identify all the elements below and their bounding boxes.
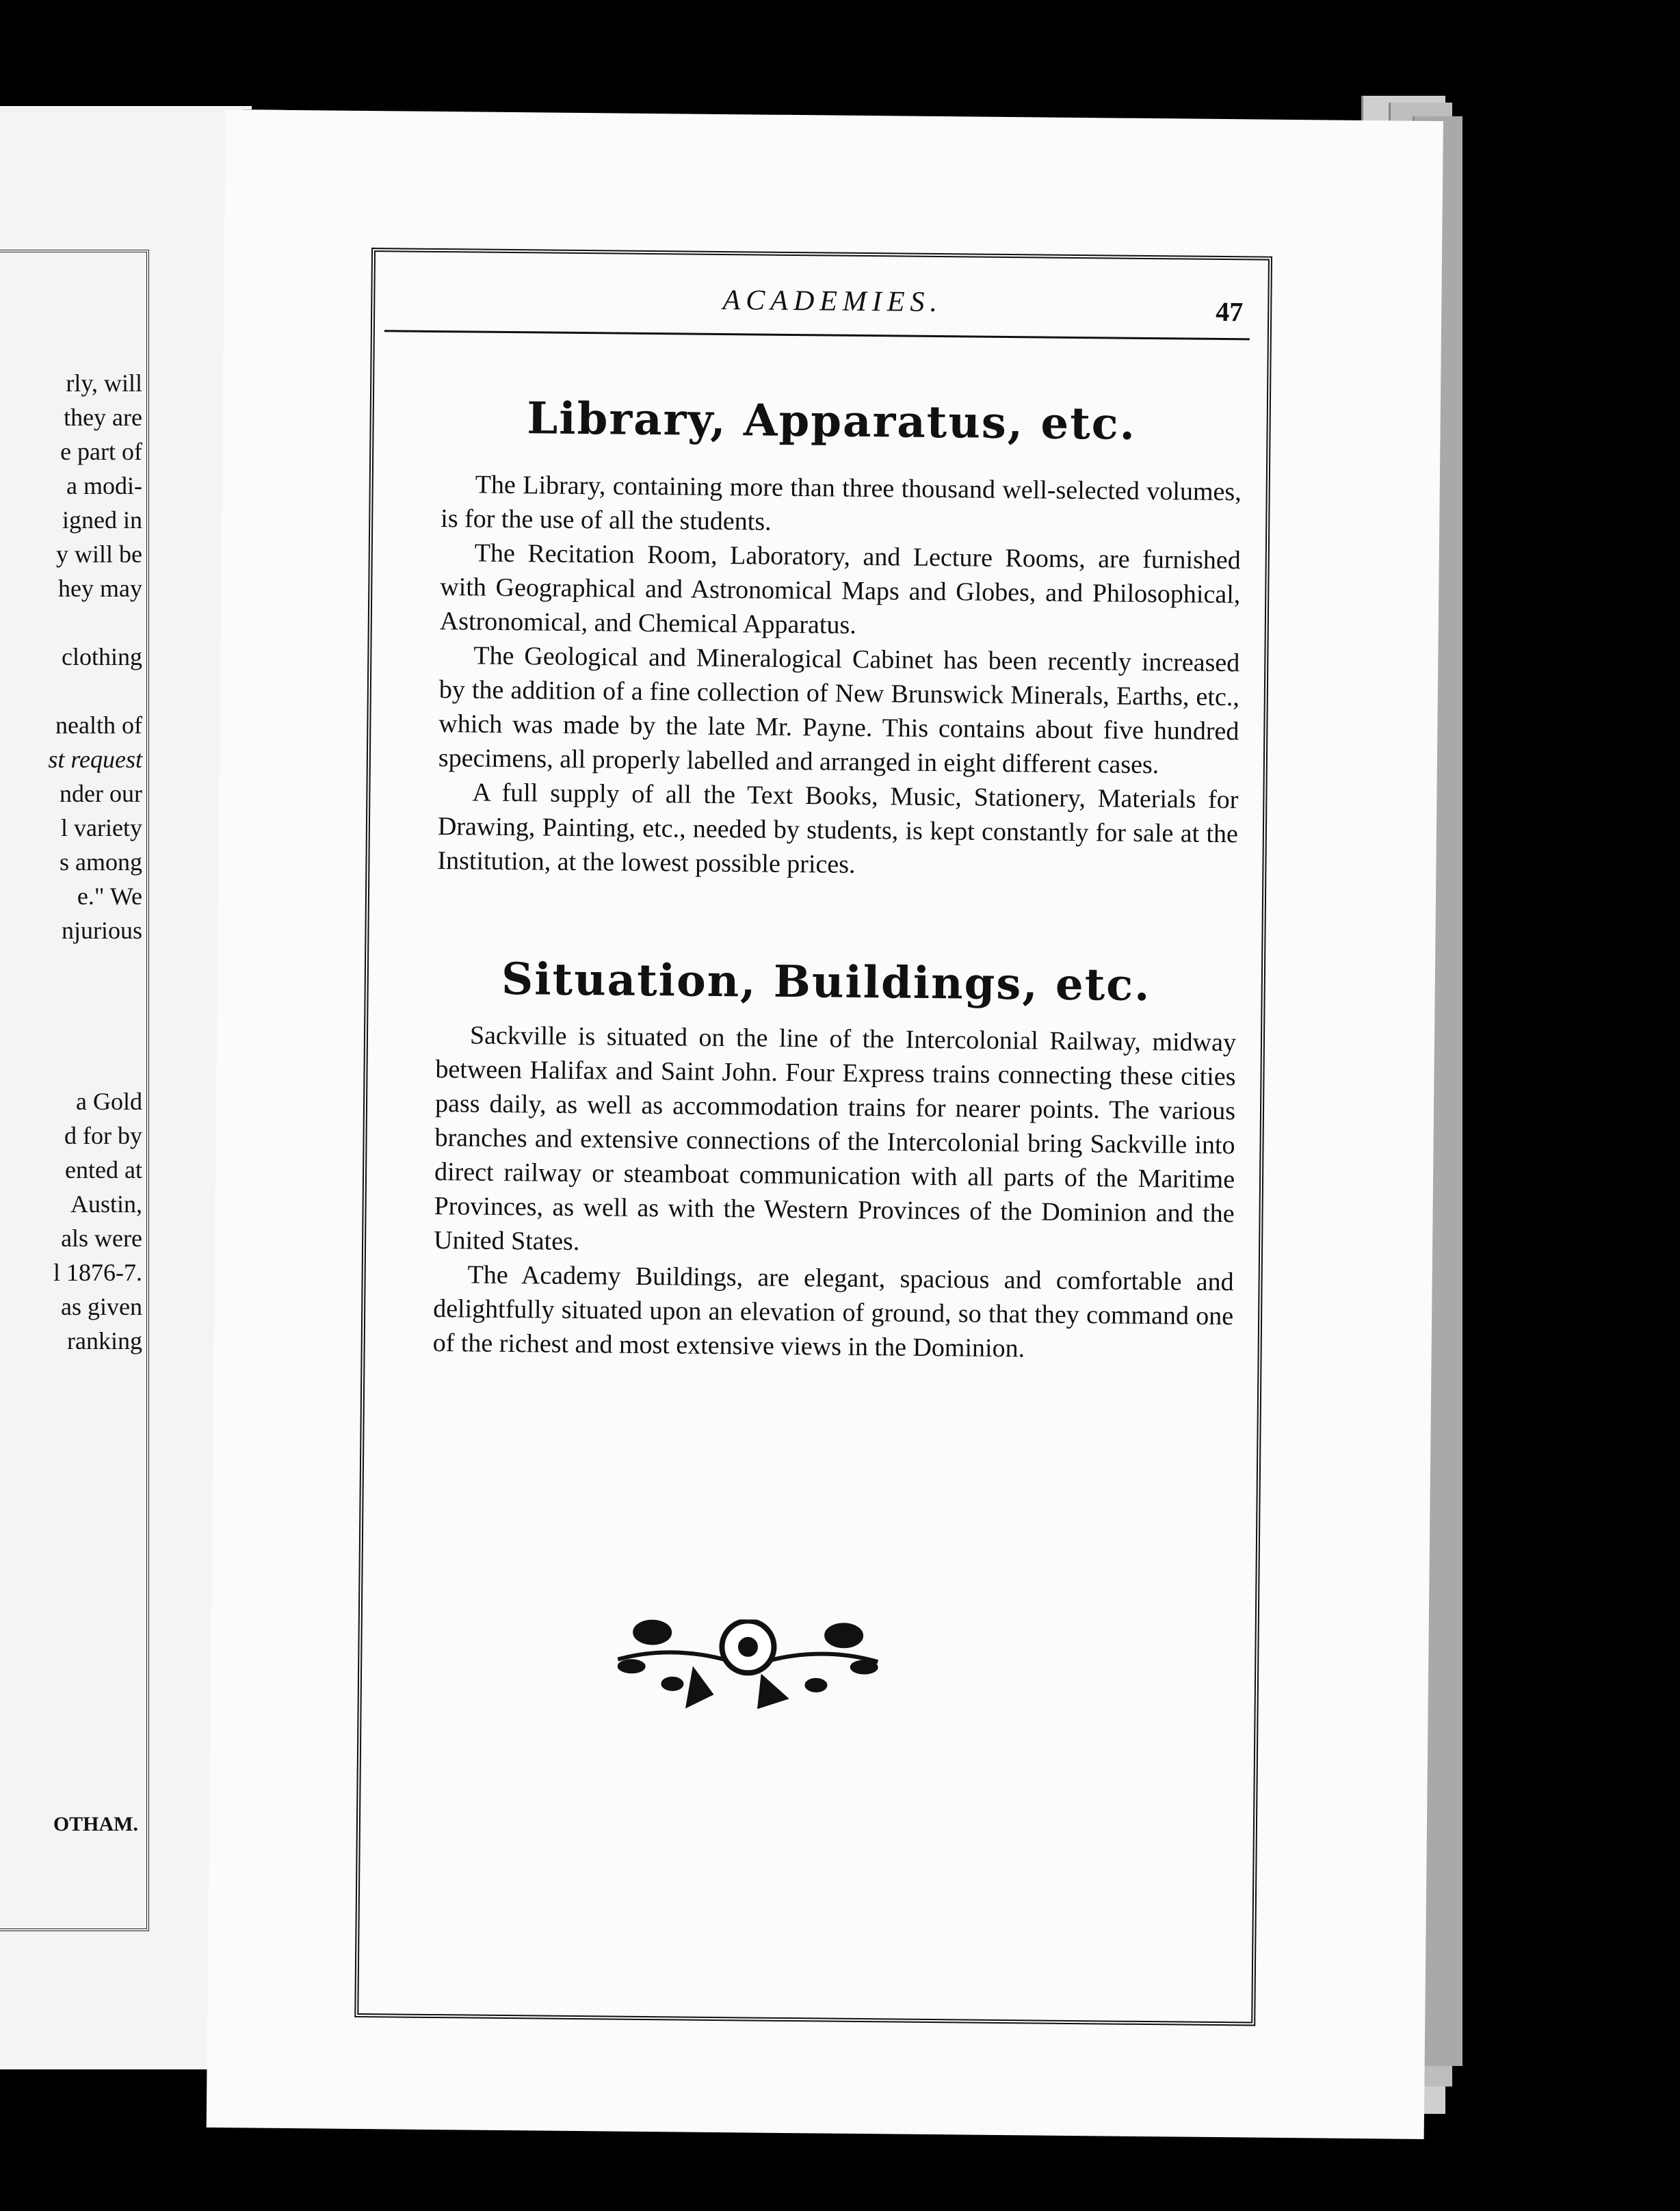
left-line: clothing <box>62 643 142 670</box>
left-line-gap <box>48 1016 142 1050</box>
left-line-gap <box>48 982 142 1016</box>
left-line: nealth of <box>55 711 142 739</box>
left-line: they are <box>64 404 142 431</box>
left-line-gap <box>48 674 142 708</box>
left-line: ranking <box>67 1327 142 1355</box>
floral-ornament-icon <box>611 1619 885 1717</box>
left-line-gap <box>48 1050 142 1084</box>
left-line: e." We <box>77 882 142 910</box>
paragraph: The Recitation Room, Laboratory, and Lecture Rooms, are furnished with Geographical and Astronomical Maps and Globes, and Philosophical, Astronomical, and Chemical Apparatus. <box>439 538 1241 640</box>
left-line: s among <box>60 848 142 876</box>
page-number: 47 <box>1216 296 1244 328</box>
left-page-text <box>48 366 142 1358</box>
left-line: Austin, <box>70 1190 142 1218</box>
left-line: igned in <box>62 506 142 534</box>
left-line: rly, will <box>66 369 142 397</box>
section-body-library <box>437 467 1242 885</box>
left-line: l 1876-7. <box>53 1259 142 1286</box>
left-line: y will be <box>56 540 142 568</box>
left-line: d for by <box>64 1122 142 1149</box>
paragraph: The Geological and Mineralogical Cabinet has been recently increased by the addition of a fine collection of New Brunswick Minerals, Earths, etc., which was made by the late Mr. Payne. This contains about five hundred specimens, all properly labelled and arranged in eight different cases. <box>438 641 1240 780</box>
paragraph: The Academy Buildings, are elegant, spacious and comfortable and delightfully situated upon an elevation of ground, so that they command one of the richest and most extensive views in the Dominion. <box>432 1260 1234 1363</box>
left-line: ented at <box>65 1156 142 1183</box>
left-line-gap <box>48 605 142 640</box>
left-page-footer: OTHAM. <box>53 1813 138 1835</box>
section-body-situation <box>432 1018 1236 1368</box>
left-line: st request <box>48 746 142 773</box>
left-line-gap <box>48 947 142 982</box>
left-line: hey may <box>58 575 142 602</box>
left-line: a modi- <box>66 472 142 499</box>
left-line: nder our <box>60 780 142 807</box>
main-page <box>207 109 1443 2139</box>
left-line: a Gold <box>76 1088 142 1115</box>
paragraph: Sackville is situated on the line of the Intercolonial Railway, midway between Halifax and Saint John. Four Express trains connecting these cities pass daily, as well as accommodation trains for nearer points. The various branches and extensive connections of the Intercolonial bring Sackville into direct railway or steamboat communication with all parts of the Maritime Provinces, as well as with the Western Provinces of the Dominion and the United States. <box>433 1021 1237 1257</box>
running-head: ACADEMIES. <box>722 284 943 319</box>
section-title-library: Library, Apparatus, etc. <box>527 393 1137 450</box>
section-title-situation: Situation, Buildings, etc. <box>501 953 1151 1012</box>
paragraph: The Library, containing more than three thousand well-selected volumes, is for the use of all the students. <box>441 470 1242 536</box>
left-line: njurious <box>61 917 142 944</box>
left-line: l variety <box>61 814 142 841</box>
left-line: als were <box>61 1225 142 1252</box>
left-line: as given <box>61 1293 142 1320</box>
paragraph: A full supply of all the Text Books, Music, Stationery, Materials for Drawing, Painting, etc., needed by students, is kept constantly for sale at the Institution, at the lowest possible prices. <box>437 778 1239 879</box>
left-line: e part of <box>60 438 142 465</box>
